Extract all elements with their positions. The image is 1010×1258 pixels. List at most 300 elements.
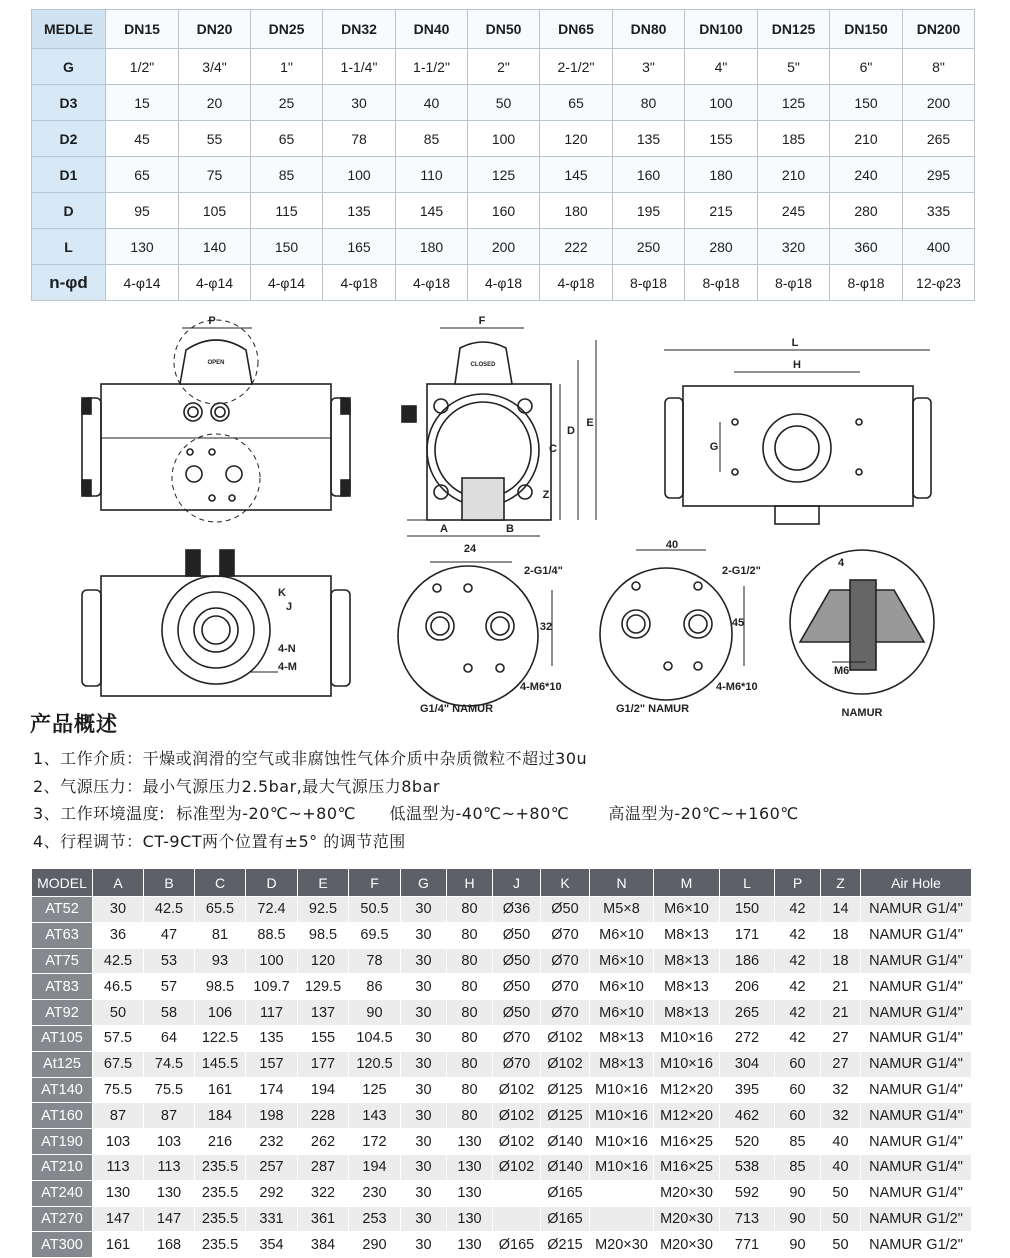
- overview-item: 2、气源压力：最小气源压力2.5bar,最大气源压力8bar: [33, 776, 440, 796]
- dim-f-label: F: [478, 315, 486, 327]
- model-cell: 122.5: [195, 1025, 246, 1051]
- flange-cell: 265: [903, 121, 975, 157]
- flange-cell: 8-φ18: [685, 265, 758, 301]
- model-cell: 120: [298, 948, 349, 974]
- model-cell: 104.5: [349, 1025, 401, 1051]
- model-row: [32, 1103, 972, 1129]
- model-cell: Ø102: [493, 1077, 541, 1103]
- model-header-cell: N: [590, 869, 654, 897]
- model-cell: 130: [144, 1180, 195, 1206]
- model-cell: 194: [349, 1154, 401, 1180]
- model-cell: 80: [447, 1051, 493, 1077]
- flange-cell: 280: [830, 193, 903, 229]
- namur14-dim-top: 24: [463, 543, 477, 555]
- model-cell: 75.5: [144, 1077, 195, 1103]
- model-cell: 771: [720, 1232, 775, 1258]
- flange-cell: 140: [179, 229, 251, 265]
- model-cell: 42: [775, 1025, 821, 1051]
- flange-cell: 78: [323, 121, 396, 157]
- model-cell: 30: [401, 974, 447, 1000]
- model-cell: 90: [775, 1206, 821, 1232]
- flange-cell: 4": [685, 49, 758, 85]
- flange-cell: 280: [685, 229, 758, 265]
- flange-cell: 135: [613, 121, 685, 157]
- model-cell: NAMUR G1/4": [861, 1154, 972, 1180]
- open-indicator-label: OPEN: [207, 360, 225, 366]
- flange-cell: 400: [903, 229, 975, 265]
- flange-header-cell: DN32: [323, 10, 396, 49]
- model-cell: 30: [401, 1000, 447, 1026]
- flange-cell: 125: [758, 85, 830, 121]
- model-cell: 186: [720, 948, 775, 974]
- model-row: [32, 1180, 972, 1206]
- namur12-screw-label: 4-M6*10: [716, 681, 758, 693]
- flange-cell: 145: [396, 193, 468, 229]
- flange-cell: 245: [758, 193, 830, 229]
- model-cell: 32: [821, 1077, 861, 1103]
- model-cell: 21: [821, 1000, 861, 1026]
- model-cell: 592: [720, 1180, 775, 1206]
- model-cell: Ø50: [493, 922, 541, 948]
- model-cell: 42: [775, 922, 821, 948]
- model-cell: M10×16: [654, 1051, 720, 1077]
- model-cell: 30: [93, 897, 144, 923]
- model-dimension-table: [31, 868, 972, 1258]
- model-cell: M8×13: [654, 948, 720, 974]
- model-name-cell: AT270: [32, 1206, 93, 1232]
- model-cell: 130: [447, 1180, 493, 1206]
- model-cell: 40: [821, 1154, 861, 1180]
- flange-cell: 65: [540, 85, 613, 121]
- flange-cell: 5": [758, 49, 830, 85]
- model-cell: 74.5: [144, 1051, 195, 1077]
- model-cell: 713: [720, 1206, 775, 1232]
- shaft-section-drawing: [790, 550, 934, 694]
- flange-cell: 155: [685, 121, 758, 157]
- closed-indicator-label: CLOSED: [470, 362, 496, 368]
- model-cell: Ø102: [493, 1103, 541, 1129]
- model-row: [32, 897, 972, 923]
- flange-cell: 2-1/2": [540, 49, 613, 85]
- model-cell: 143: [349, 1103, 401, 1129]
- dim-d-label: D: [567, 425, 575, 437]
- model-cell: 90: [775, 1232, 821, 1258]
- actuator-technical-drawings: [0, 300, 1010, 728]
- model-cell: 86: [349, 974, 401, 1000]
- flange-cell: 165: [323, 229, 396, 265]
- dim-j-label: J: [286, 601, 293, 613]
- flange-cell: 15: [106, 85, 179, 121]
- model-row: [32, 974, 972, 1000]
- flange-header-cell: DN20: [179, 10, 251, 49]
- model-cell: M10×16: [590, 1129, 654, 1155]
- model-cell: 64: [144, 1025, 195, 1051]
- dim-a-label: A: [440, 523, 448, 535]
- overview-list: [33, 745, 799, 855]
- model-cell: M16×25: [654, 1129, 720, 1155]
- flange-header-cell: DN25: [251, 10, 323, 49]
- model-cell: [493, 1180, 541, 1206]
- flange-row-label: G: [32, 49, 106, 85]
- model-cell: 98.5: [298, 922, 349, 948]
- namur14-dim-side: 32: [539, 621, 553, 633]
- namur12-dim-side: 45: [731, 617, 745, 629]
- flange-cell: 180: [396, 229, 468, 265]
- model-cell: 262: [298, 1129, 349, 1155]
- model-header-cell: E: [298, 869, 349, 897]
- model-cell: 50: [821, 1206, 861, 1232]
- model-cell: M12×20: [654, 1103, 720, 1129]
- model-cell: 177: [298, 1051, 349, 1077]
- model-cell: Ø70: [493, 1025, 541, 1051]
- flange-cell: 100: [468, 121, 540, 157]
- flange-cell: 110: [396, 157, 468, 193]
- model-header-cell: MODEL: [32, 869, 93, 897]
- shaft-dim-top: 4: [838, 557, 845, 569]
- model-cell: 155: [298, 1025, 349, 1051]
- model-cell: 60: [775, 1103, 821, 1129]
- model-cell: Ø102: [493, 1154, 541, 1180]
- model-cell: Ø50: [493, 948, 541, 974]
- model-cell: Ø165: [493, 1232, 541, 1258]
- model-cell: M10×16: [590, 1103, 654, 1129]
- model-header-cell: B: [144, 869, 195, 897]
- model-cell: 42: [775, 974, 821, 1000]
- model-cell: NAMUR G1/2": [861, 1206, 972, 1232]
- model-cell: Ø125: [541, 1077, 590, 1103]
- model-cell: 384: [298, 1232, 349, 1258]
- model-cell: 81: [195, 922, 246, 948]
- model-cell: 235.5: [195, 1180, 246, 1206]
- flange-cell: 2": [468, 49, 540, 85]
- model-cell: Ø102: [541, 1025, 590, 1051]
- flange-cell: 65: [106, 157, 179, 193]
- model-row: [32, 1077, 972, 1103]
- model-cell: 145.5: [195, 1051, 246, 1077]
- flange-header-cell: DN50: [468, 10, 540, 49]
- model-cell: 235.5: [195, 1154, 246, 1180]
- model-cell: 272: [720, 1025, 775, 1051]
- flange-cell: 1-1/2": [396, 49, 468, 85]
- model-cell: 80: [447, 974, 493, 1000]
- model-header-cell: K: [541, 869, 590, 897]
- flange-cell: 215: [685, 193, 758, 229]
- model-cell: 147: [93, 1206, 144, 1232]
- model-cell: 92.5: [298, 897, 349, 923]
- model-cell: M20×30: [590, 1232, 654, 1258]
- model-cell: Ø50: [493, 974, 541, 1000]
- flange-row: [32, 85, 975, 121]
- flange-cell: 20: [179, 85, 251, 121]
- flange-cell: 250: [613, 229, 685, 265]
- model-cell: 106: [195, 1000, 246, 1026]
- flange-cell: 222: [540, 229, 613, 265]
- model-name-cell: At125: [32, 1051, 93, 1077]
- model-cell: Ø125: [541, 1103, 590, 1129]
- flange-cell: 150: [251, 229, 323, 265]
- model-cell: M8×13: [590, 1051, 654, 1077]
- model-header-cell: M: [654, 869, 720, 897]
- model-cell: 30: [401, 922, 447, 948]
- model-cell: 65.5: [195, 897, 246, 923]
- model-cell: 93: [195, 948, 246, 974]
- model-header-cell: P: [775, 869, 821, 897]
- flange-cell: 8-φ18: [830, 265, 903, 301]
- model-cell: 174: [246, 1077, 298, 1103]
- model-cell: M20×30: [654, 1206, 720, 1232]
- flange-cell: 145: [540, 157, 613, 193]
- model-cell: 30: [401, 1025, 447, 1051]
- model-cell: 228: [298, 1103, 349, 1129]
- model-cell: 265: [720, 1000, 775, 1026]
- flange-row-label: L: [32, 229, 106, 265]
- model-cell: M6×10: [590, 922, 654, 948]
- model-cell: Ø70: [493, 1051, 541, 1077]
- model-name-cell: AT190: [32, 1129, 93, 1155]
- model-name-cell: AT75: [32, 948, 93, 974]
- model-cell: 232: [246, 1129, 298, 1155]
- model-cell: 462: [720, 1103, 775, 1129]
- flange-cell: 240: [830, 157, 903, 193]
- flange-cell: 85: [396, 121, 468, 157]
- dim-p-label: P: [208, 315, 216, 327]
- model-cell: 18: [821, 922, 861, 948]
- model-cell: 120.5: [349, 1051, 401, 1077]
- model-cell: Ø165: [541, 1180, 590, 1206]
- model-cell: M8×13: [654, 922, 720, 948]
- flange-cell: 180: [685, 157, 758, 193]
- model-header-row: [32, 869, 972, 897]
- model-cell: NAMUR G1/4": [861, 1180, 972, 1206]
- model-cell: 331: [246, 1206, 298, 1232]
- flange-row: [32, 229, 975, 265]
- model-cell: Ø70: [541, 974, 590, 1000]
- model-cell: 198: [246, 1103, 298, 1129]
- model-cell: 206: [720, 974, 775, 1000]
- model-cell: Ø70: [541, 922, 590, 948]
- model-cell: 113: [93, 1154, 144, 1180]
- flange-row-label: D3: [32, 85, 106, 121]
- flange-cell: 4-φ18: [396, 265, 468, 301]
- flange-cell: 105: [179, 193, 251, 229]
- model-cell: NAMUR G1/4": [861, 1025, 972, 1051]
- model-cell: 60: [775, 1051, 821, 1077]
- model-header-cell: G: [401, 869, 447, 897]
- model-cell: 36: [93, 922, 144, 948]
- model-row: [32, 922, 972, 948]
- model-cell: 18: [821, 948, 861, 974]
- model-cell: 58: [144, 1000, 195, 1026]
- model-cell: 27: [821, 1051, 861, 1077]
- dim-l-label: L: [791, 337, 799, 349]
- model-cell: 50: [821, 1180, 861, 1206]
- flange-cell: 160: [613, 157, 685, 193]
- dim-k-label: K: [278, 587, 286, 599]
- model-cell: 161: [195, 1077, 246, 1103]
- model-cell: 30: [401, 1154, 447, 1180]
- flange-cell: 6": [830, 49, 903, 85]
- model-cell: NAMUR G1/4": [861, 1129, 972, 1155]
- model-cell: 125: [349, 1077, 401, 1103]
- model-name-cell: AT240: [32, 1180, 93, 1206]
- model-cell: 354: [246, 1232, 298, 1258]
- flange-cell: 12-φ23: [903, 265, 975, 301]
- model-cell: 80: [447, 897, 493, 923]
- model-cell: 130: [93, 1180, 144, 1206]
- flange-header-cell: MEDLE: [32, 10, 106, 49]
- model-cell: Ø102: [493, 1129, 541, 1155]
- model-cell: 194: [298, 1077, 349, 1103]
- flange-header-cell: DN150: [830, 10, 903, 49]
- namur14-port-label: 2-G1/4": [524, 565, 563, 577]
- dim-z-label: Z: [542, 489, 550, 501]
- model-header-cell: H: [447, 869, 493, 897]
- model-cell: 80: [447, 948, 493, 974]
- flange-cell: 3/4": [179, 49, 251, 85]
- model-cell: 290: [349, 1232, 401, 1258]
- model-row: [32, 1154, 972, 1180]
- model-cell: NAMUR G1/2": [861, 1232, 972, 1258]
- model-header-cell: A: [93, 869, 144, 897]
- flange-row: [32, 157, 975, 193]
- flange-cell: 4-φ14: [251, 265, 323, 301]
- flange-cell: 180: [540, 193, 613, 229]
- model-cell: 72.4: [246, 897, 298, 923]
- model-cell: 30: [401, 1232, 447, 1258]
- flange-cell: 4-φ18: [323, 265, 396, 301]
- model-cell: 157: [246, 1051, 298, 1077]
- model-cell: M6×10: [590, 974, 654, 1000]
- front-view-drawing: [82, 320, 350, 522]
- flange-cell: 185: [758, 121, 830, 157]
- model-cell: 235.5: [195, 1232, 246, 1258]
- flange-row-label: D2: [32, 121, 106, 157]
- model-cell: 103: [93, 1129, 144, 1155]
- model-cell: 50: [821, 1232, 861, 1258]
- flange-cell: 85: [251, 157, 323, 193]
- model-cell: 30: [401, 897, 447, 923]
- model-cell: 137: [298, 1000, 349, 1026]
- flange-cell: 8-φ18: [758, 265, 830, 301]
- overview-item: 3、工作环境温度: 标准型为-20℃~+80℃ 低温型为-40℃~+80℃ 高温型为-20℃~+160℃: [33, 804, 799, 823]
- dim-4m-label: 4-M: [278, 661, 297, 673]
- flange-cell: 125: [468, 157, 540, 193]
- model-cell: M8×13: [654, 1000, 720, 1026]
- model-cell: 27: [821, 1025, 861, 1051]
- model-cell: NAMUR G1/4": [861, 974, 972, 1000]
- model-cell: 172: [349, 1129, 401, 1155]
- model-cell: 14: [821, 897, 861, 923]
- flange-cell: 320: [758, 229, 830, 265]
- flange-cell: 200: [903, 85, 975, 121]
- flange-row-label: D1: [32, 157, 106, 193]
- model-cell: 361: [298, 1206, 349, 1232]
- overview-title: 产品概述: [30, 712, 118, 736]
- flange-cell: 335: [903, 193, 975, 229]
- model-cell: 304: [720, 1051, 775, 1077]
- model-cell: Ø70: [541, 1000, 590, 1026]
- model-cell: NAMUR G1/4": [861, 1051, 972, 1077]
- model-cell: 30: [401, 948, 447, 974]
- model-cell: 292: [246, 1180, 298, 1206]
- flange-cell: 120: [540, 121, 613, 157]
- model-cell: 130: [447, 1232, 493, 1258]
- flange-cell: 75: [179, 157, 251, 193]
- flange-row: [32, 193, 975, 229]
- model-cell: M6×10: [590, 948, 654, 974]
- model-name-cell: AT140: [32, 1077, 93, 1103]
- model-cell: 30: [401, 1180, 447, 1206]
- flange-cell: 4-φ18: [468, 265, 540, 301]
- model-cell: 257: [246, 1154, 298, 1180]
- model-cell: 32: [821, 1103, 861, 1129]
- flange-cell: 195: [613, 193, 685, 229]
- flange-cell: 3": [613, 49, 685, 85]
- model-cell: 150: [720, 897, 775, 923]
- model-cell: 117: [246, 1000, 298, 1026]
- model-row: [32, 1051, 972, 1077]
- model-cell: 87: [144, 1103, 195, 1129]
- flange-cell: 135: [323, 193, 396, 229]
- flange-cell: 160: [468, 193, 540, 229]
- model-cell: 85: [775, 1154, 821, 1180]
- model-cell: NAMUR G1/4": [861, 1103, 972, 1129]
- model-name-cell: AT300: [32, 1232, 93, 1258]
- model-cell: M10×16: [590, 1154, 654, 1180]
- model-cell: Ø50: [493, 1000, 541, 1026]
- model-cell: NAMUR G1/4": [861, 948, 972, 974]
- model-cell: 42: [775, 948, 821, 974]
- model-cell: 42: [775, 1000, 821, 1026]
- model-cell: 80: [447, 1077, 493, 1103]
- model-cell: 322: [298, 1180, 349, 1206]
- model-cell: 230: [349, 1180, 401, 1206]
- bottom-view-drawing: [664, 350, 931, 524]
- flange-cell: 1": [251, 49, 323, 85]
- flange-header-row: [32, 10, 975, 49]
- flange-cell: 1/2": [106, 49, 179, 85]
- model-cell: 130: [447, 1129, 493, 1155]
- model-name-cell: AT52: [32, 897, 93, 923]
- model-cell: [590, 1206, 654, 1232]
- model-cell: 103: [144, 1129, 195, 1155]
- model-cell: M8×13: [654, 974, 720, 1000]
- model-cell: 21: [821, 974, 861, 1000]
- model-cell: 67.5: [93, 1051, 144, 1077]
- model-cell: Ø36: [493, 897, 541, 923]
- model-cell: 57: [144, 974, 195, 1000]
- model-header-cell: J: [493, 869, 541, 897]
- model-cell: M10×16: [590, 1077, 654, 1103]
- model-cell: 135: [246, 1025, 298, 1051]
- shaft-m6-label: M6: [834, 665, 850, 677]
- model-cell: M6×10: [654, 897, 720, 923]
- namur12-port-label: 2-G1/2": [722, 565, 761, 577]
- model-cell: 40: [821, 1129, 861, 1155]
- model-cell: 42.5: [93, 948, 144, 974]
- model-cell: 87: [93, 1103, 144, 1129]
- model-row: [32, 1025, 972, 1051]
- dim-b-label: B: [506, 523, 514, 535]
- model-cell: [493, 1206, 541, 1232]
- model-cell: 75.5: [93, 1077, 144, 1103]
- model-cell: 100: [246, 948, 298, 974]
- flange-cell: 4-φ14: [179, 265, 251, 301]
- model-cell: 235.5: [195, 1206, 246, 1232]
- model-cell: Ø70: [541, 948, 590, 974]
- model-cell: 30: [401, 1206, 447, 1232]
- model-cell: M10×16: [654, 1025, 720, 1051]
